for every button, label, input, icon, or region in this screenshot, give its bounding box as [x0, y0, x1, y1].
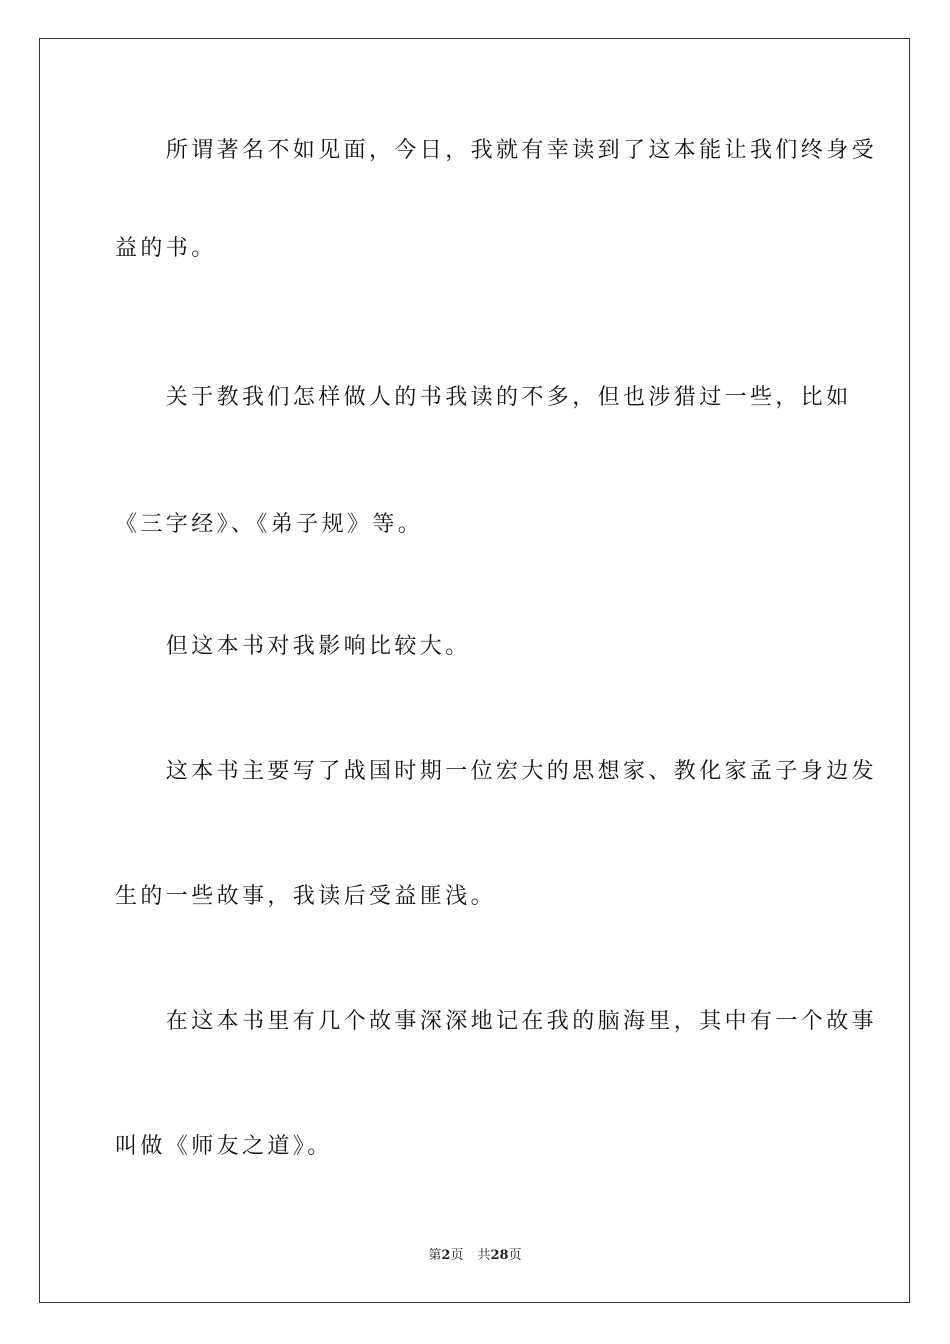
paragraph-5-line-2: 叫做《师友之道》。	[115, 1134, 333, 1159]
total-pages: 28	[490, 1248, 509, 1263]
total-prefix: 共	[477, 1248, 491, 1263]
page-prefix: 第	[428, 1248, 442, 1263]
paragraph-1-line-2: 益的书。	[115, 236, 217, 261]
paragraph-3-line-1: 但这本书对我影响比较大。	[115, 634, 471, 659]
paragraph-4-line-2: 生的一些故事，我读后受益匪浅。	[115, 884, 497, 909]
total-suffix: 页	[508, 1248, 522, 1263]
page-footer	[0, 1247, 950, 1265]
page-frame	[39, 38, 910, 1303]
paragraph-2-line-1: 关于教我们怎样做人的书我读的不多，但也涉猎过一些，比如	[115, 385, 852, 410]
paragraph-2-line-2: 《三字经》、《弟子规》等。	[115, 512, 424, 537]
paragraph-4-line-1: 这本书主要写了战国时期一位宏大的思想家、教化家孟子身边发	[115, 759, 878, 784]
page-number: 2	[441, 1248, 451, 1263]
paragraph-5-line-1: 在这本书里有几个故事深深地记在我的脑海里，其中有一个故事	[115, 1009, 878, 1034]
page-suffix: 页	[450, 1248, 464, 1263]
paragraph-1-line-1: 所谓著名不如见面，今日，我就有幸读到了这本能让我们终身受	[115, 138, 878, 163]
